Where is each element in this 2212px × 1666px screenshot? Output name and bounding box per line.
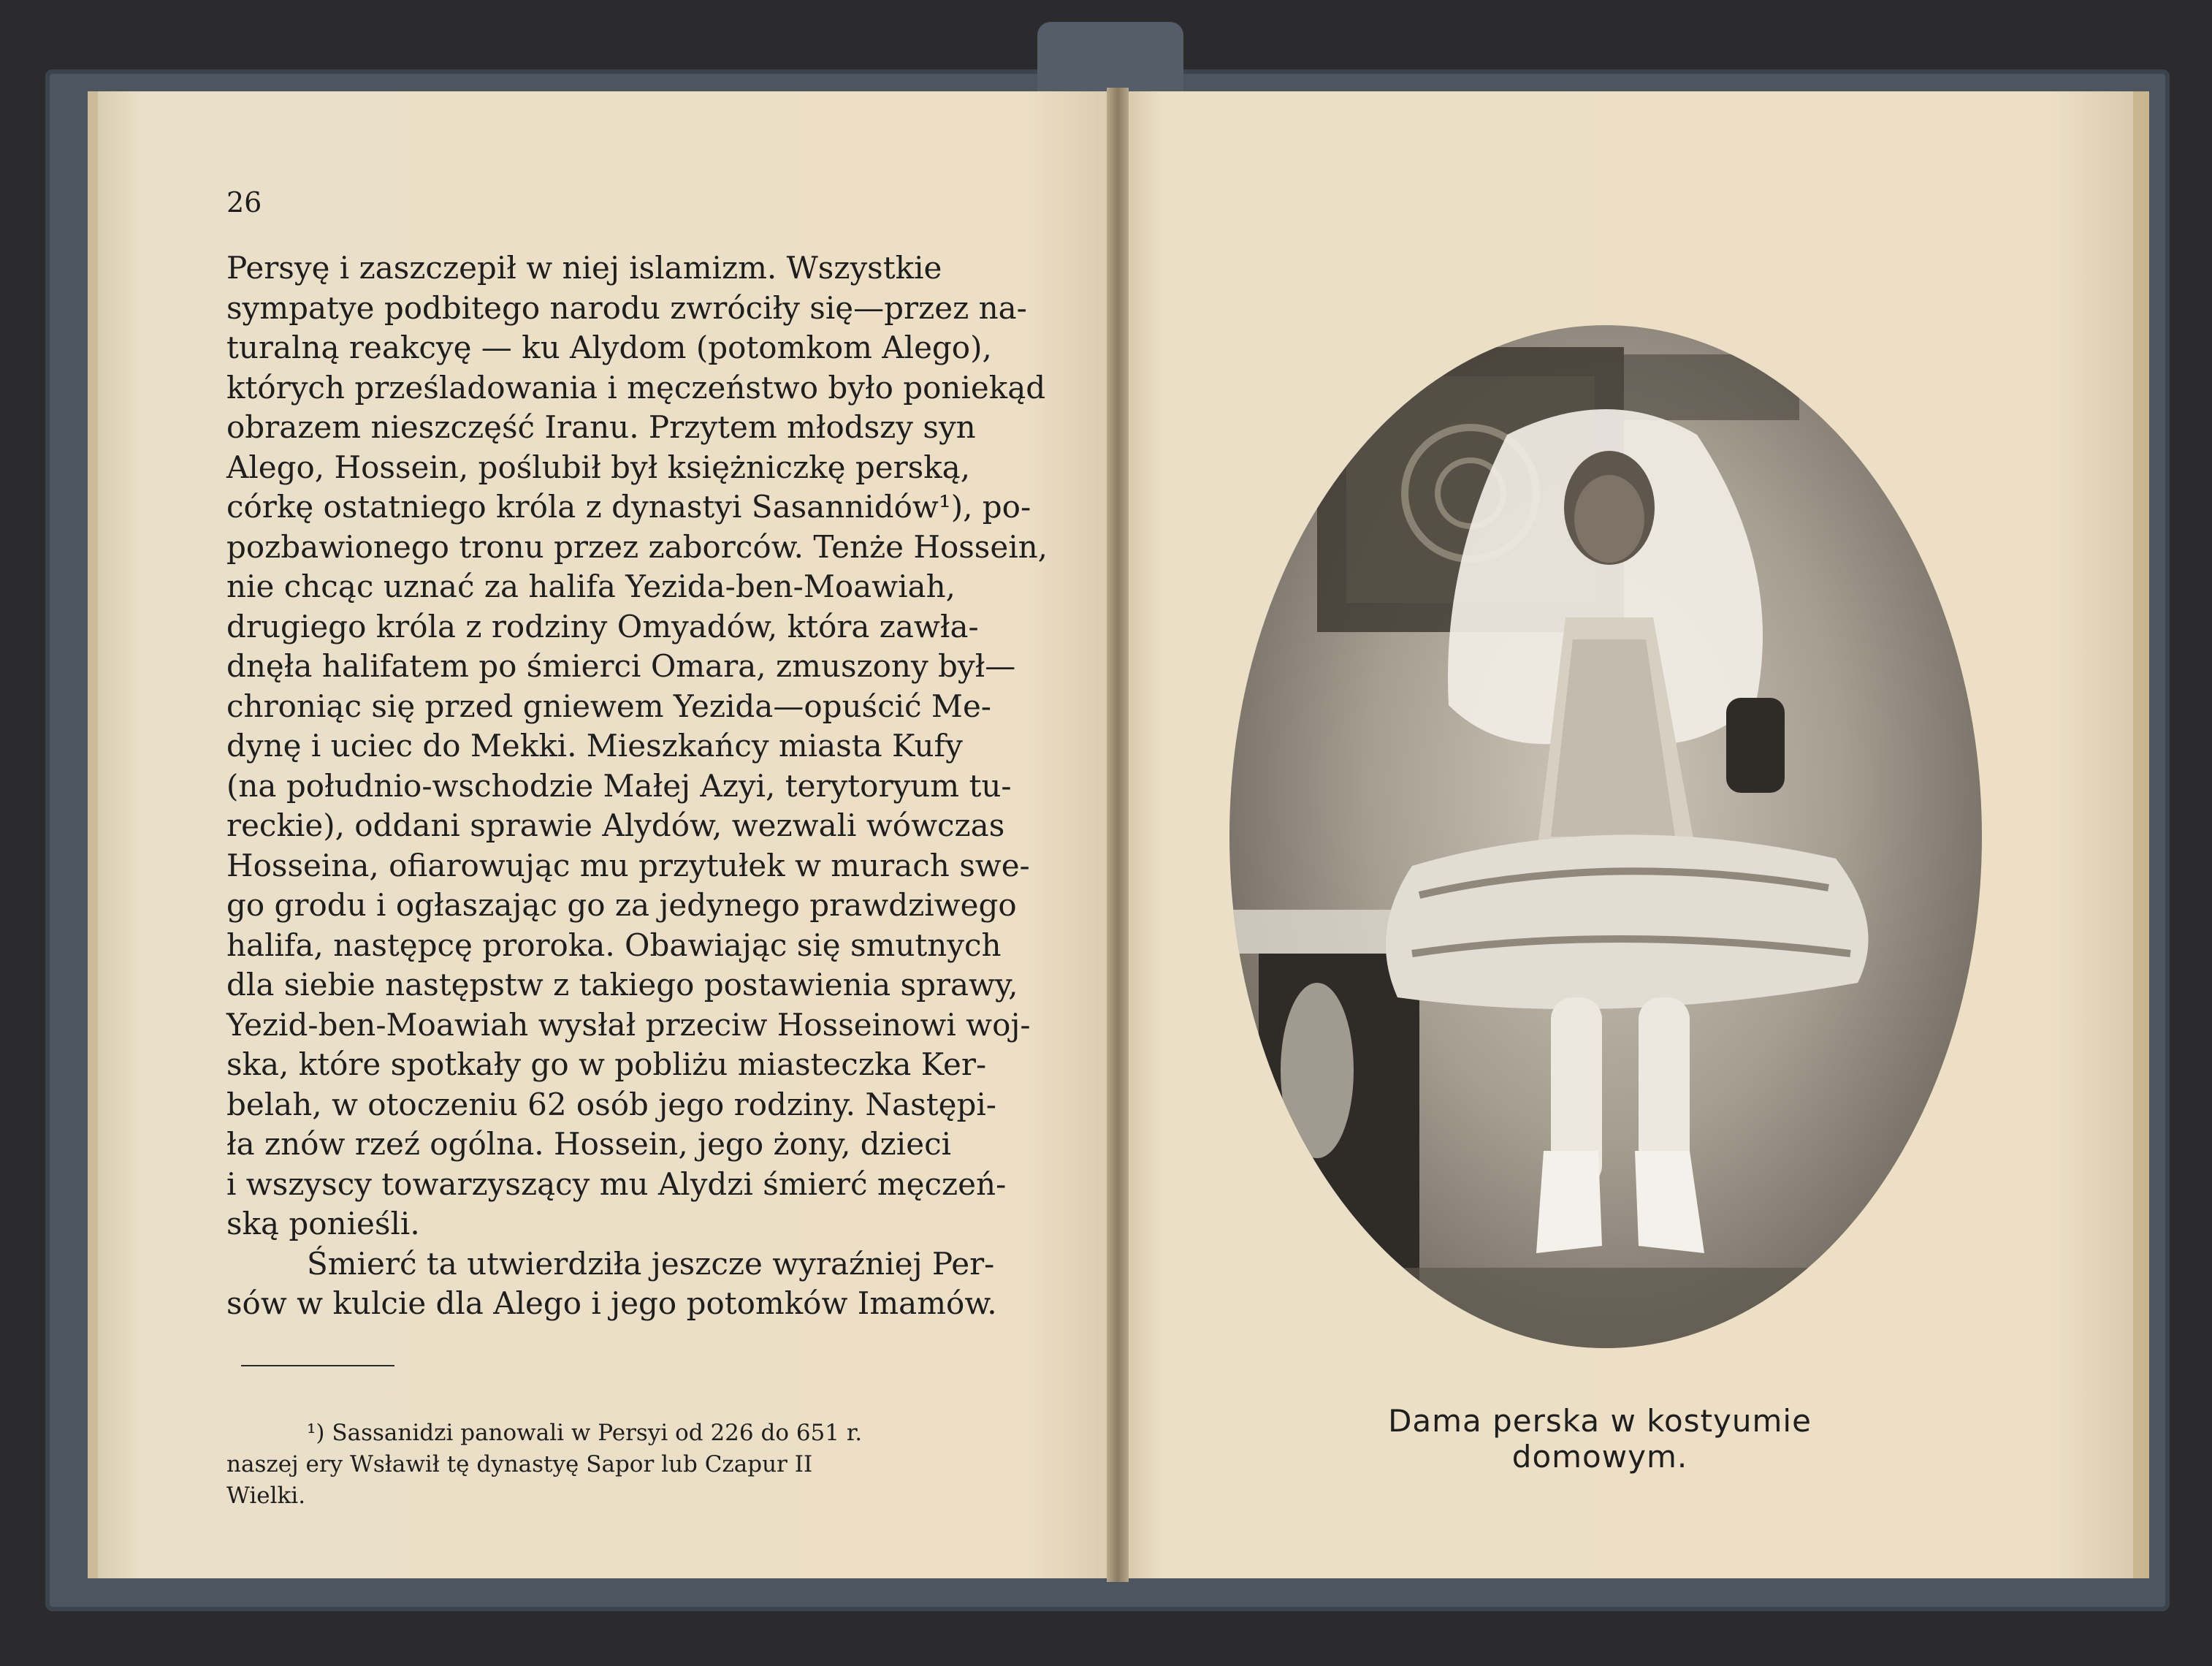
text-line: obrazem nieszczęść Iranu. Przytem młodszy syn — [226, 409, 976, 445]
footnote-line: naszej ery Wsławił tę dynastyę Sapor lub Czapur II — [226, 1451, 813, 1477]
text-line: Hosseina, ofiarowując mu przytułek w murach swe- — [226, 847, 1030, 883]
portrait-photograph — [1229, 325, 1982, 1348]
footnote-divider — [241, 1365, 394, 1366]
book-gutter — [1107, 88, 1129, 1582]
page-number: 26 — [226, 186, 262, 218]
footnote-line: Wielki. — [226, 1483, 306, 1509]
text-line: go grodu i ogłaszając go za jedynego prawdziwego — [226, 887, 1017, 923]
text-line: sympatye podbitego narodu zwróciły się—przez na- — [226, 289, 1027, 326]
text-line: reckie), oddani sprawie Alydów, wezwali wówczas — [226, 807, 1005, 843]
text-line: dnęła halifatem po śmierci Omara, zmuszony był— — [226, 648, 1016, 684]
text-line: dla siebie następstw z takiego postawienia sprawy, — [226, 967, 1018, 1003]
text-line: Śmierć ta utwierdziła jeszcze wyraźniej Per- — [307, 1245, 995, 1282]
text-line: turalną reakcyę — ku Alydom (potomkom Alego), — [226, 330, 992, 365]
text-line: chroniąc się przed gniewem Yezida—opuścić Me- — [226, 688, 991, 724]
text-line: Alego, Hossein, poślubił był księżniczkę perską, — [226, 449, 971, 485]
text-line: ską ponieśli. — [226, 1206, 420, 1241]
text-line: ła znów rzeź ogólna. Hossein, jego żony, dzieci — [226, 1126, 952, 1162]
footnote-line: ¹) Sassanidzi panowali w Persyi od 226 do 651 r. — [307, 1420, 863, 1446]
text-line: dynę i uciec do Mekki. Mieszkańcy miasta Kufy — [226, 728, 963, 764]
photo-caption: Dama perska w kostyumie domowym. — [1388, 1403, 1812, 1475]
text-line: (na południo-wschodzie Małej Azyi, terytoryum tu- — [226, 767, 1012, 804]
text-line: Yezid-ben-Moawiah wysłał przeciw Hosseinowi woj- — [226, 1006, 1031, 1043]
text-line: których prześladowania i męczeństwo było poniekąd — [226, 369, 1046, 406]
text-line: nie chcąc uznać za halifa Yezida-ben-Moawiah, — [226, 568, 956, 604]
text-line: córkę ostatniego króla z dynastyi Sasannidów¹), po- — [226, 489, 1031, 525]
text-line: drugiego króla z rodziny Omyadów, która zawła- — [226, 608, 979, 644]
text-line: belah, w otoczeniu 62 osób jego rodziny. Następi- — [226, 1086, 996, 1122]
text-line: ska, które spotkały go w pobliżu miasteczka Ker- — [226, 1046, 987, 1082]
text-line: sów w kulcie dla Alego i jego potomków Imamów. — [226, 1285, 997, 1321]
text-line: Persyę i zaszczepił w niej islamizm. Wszystkie — [226, 250, 942, 286]
portrait-illustration — [1229, 325, 1982, 1348]
text-line: i wszyscy towarzyszący mu Alydzi śmierć męczeń- — [226, 1165, 1007, 1202]
text-line: pozbawionego tronu przez zaborców. Tenże Hossein, — [226, 528, 1048, 565]
body-text — [226, 248, 1048, 1324]
footnote — [226, 1418, 994, 1512]
text-line: halifa, następcę proroka. Obawiając się smutnych — [226, 927, 1002, 963]
